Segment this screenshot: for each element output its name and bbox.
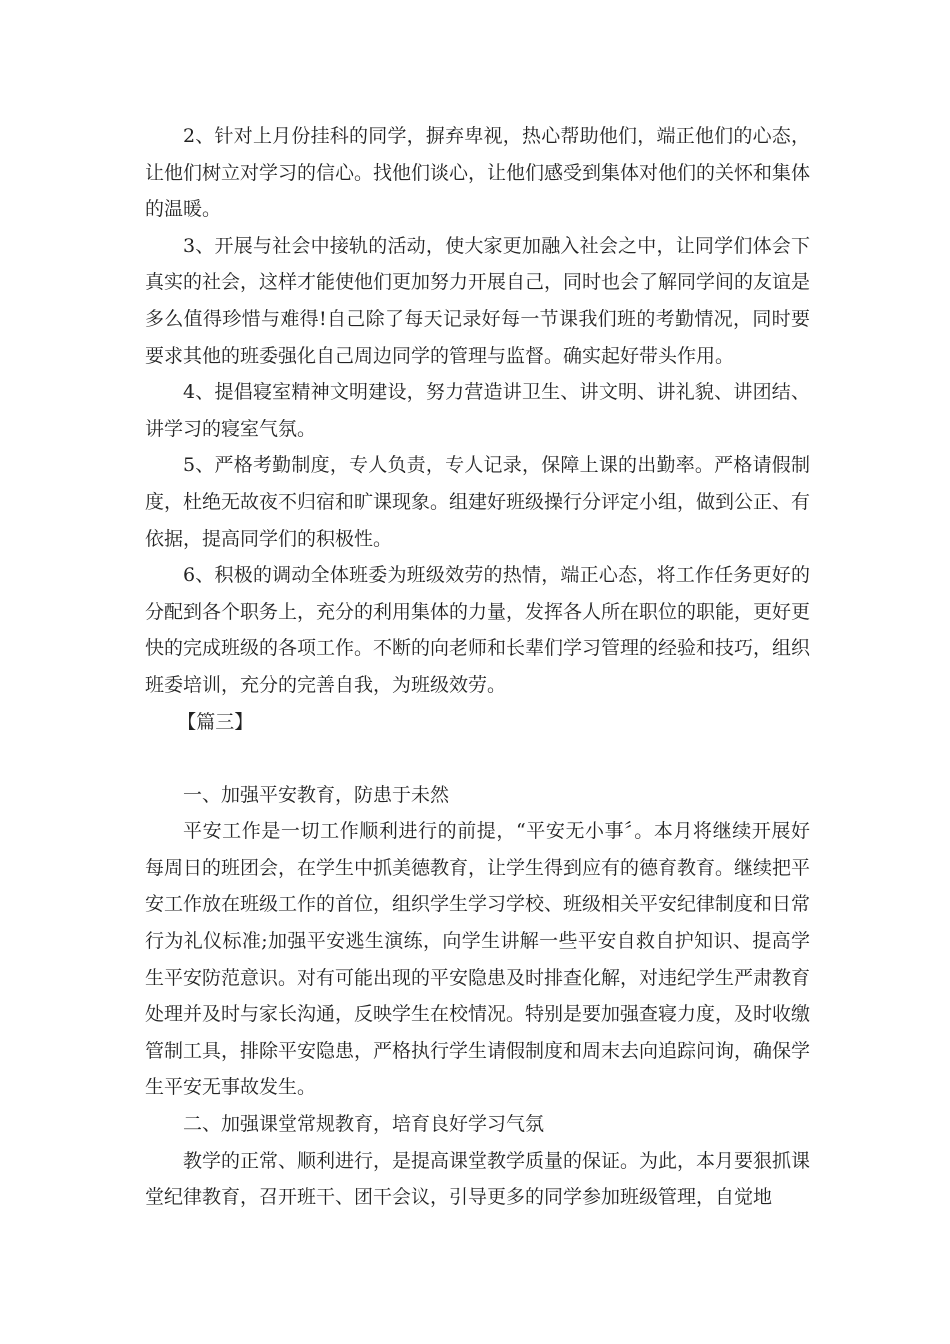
paragraph: 教学的正常、顺利进行，是提高课堂教学质量的保证。为此，本月要狠抓课堂纪律教育，召开班干、团干会议，引导更多的同学参加班级管理，自觉地: [145, 1149, 811, 1209]
section-label: 【篇三】: [177, 710, 254, 733]
document-body: [145, 118, 810, 1216]
paragraph: 6、积极的调动全体班委为班级效劳的热情，端正心态，将工作任务更好的分配到各个职务上，充分的利用集体的力量，发挥各人所在职位的职能，更好更快的完成班级的各项工作。不断的向老师和长辈们学习管理的经验和技巧，组织班委培训，充分的完善自我，为班级效劳。: [145, 564, 811, 696]
paragraph: 平安工作是一切工作顺利进行的前提，“平安无小事〞。本月将继续开展好每周日的班团会，在学生中抓美德教育，让学生得到应有的德育教育。继续把平安工作放在班级工作的首位，组织学生学习学校、班级相关平安纪律制度和日常行为礼仪标准;加强平安逃生演练，向学生讲解一些平安自救自护知识、提高学生平安防范意识。对有可能出现的平安隐患及时排查化解，对违纪学生严肃教育处理并及时与家长沟通，反映学生在校情况。特别是要加强查寝力度，及时收缴管制工具，排除平安隐患，严格执行学生请假制度和周末去向追踪问询，确保学生平安无事故发生。: [145, 820, 811, 1099]
blank-line: [145, 740, 810, 777]
paragraph: 5、严格考勤制度，专人负责，专人记录，保障上课的出勤率。严格请假制度，杜绝无故夜不归宿和旷课现象。组建好班级操行分评定小组，做到公正、有依据，提高同学们的积极性。: [145, 454, 811, 550]
section-heading: 一、加强平安教育，防患于未然: [183, 783, 450, 806]
section-heading: 二、加强课堂常规教育，培育良好学习气氛: [183, 1113, 545, 1136]
paragraph: 4、提倡寝室精神文明建设，努力营造讲卫生、讲文明、讲礼貌、讲团结、讲学习的寝室气氛。: [145, 381, 810, 440]
paragraph: 2、针对上月份挂科的同学，摒弃卑视，热心帮助他们，端正他们的心态，让他们树立对学习的信心。找他们谈心，让他们感受到集体对他们的关怀和集体的温暖。: [145, 125, 811, 221]
paragraph: 3、开展与社会中接轨的活动，使大家更加融入社会之中，让同学们体会下真实的社会，这样才能使他们更加努力开展自己，同时也会了解同学间的友谊是多么值得珍惜与难得!自己除了每天记录好每一节课我们班的考勤情况，同时要要求其他的班委强化自己周边同学的管理与监督。确实起好带头作用。: [145, 234, 811, 367]
